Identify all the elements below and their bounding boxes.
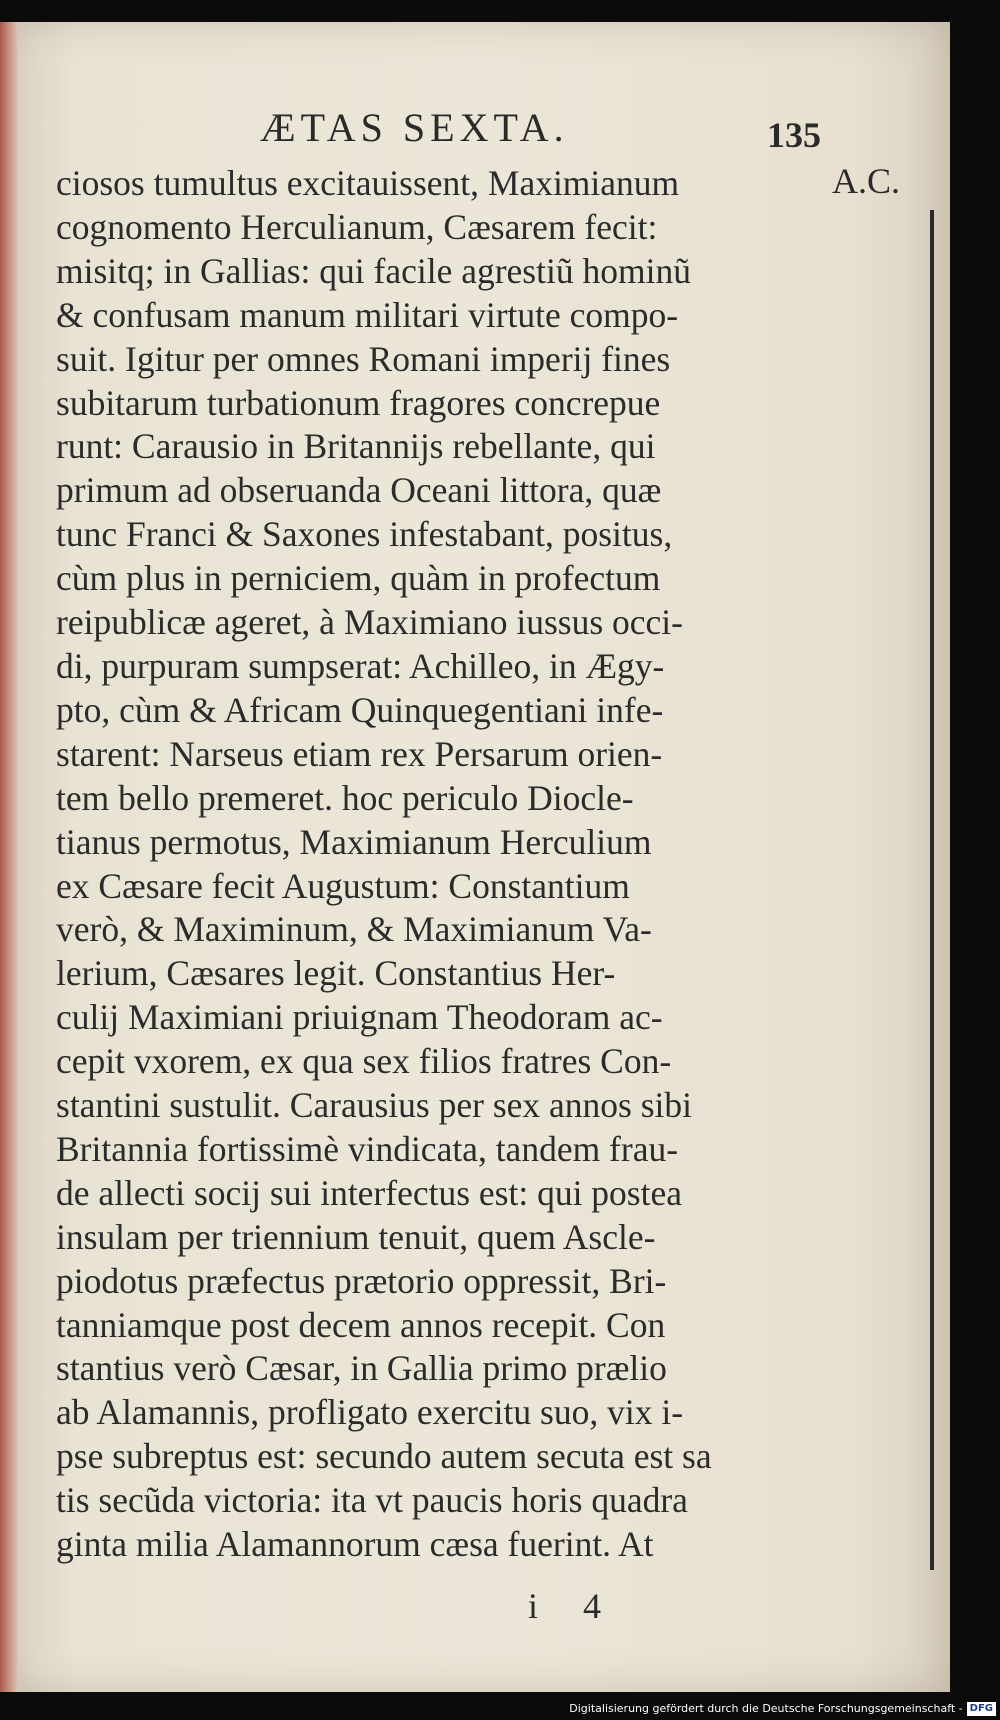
text-line: ex Cæsare fecit Augustum: Constantium: [56, 865, 630, 906]
text-line: verò, & Maximinum, & Maximianum Va-: [56, 909, 652, 950]
text-line: stantius verò Cæsar, in Gallia primo prælio: [56, 1348, 667, 1389]
text-line: pto, cùm & Africam Quinquegentiani infe-: [56, 689, 664, 730]
text-line: piodotus præfectus prætorio oppressit, Bri-: [56, 1260, 667, 1301]
text-line: reipublicæ ageret, à Maximiano iussus occi-: [56, 602, 683, 643]
text-line: lerium, Cæsares legit. Constantius Her-: [56, 953, 616, 994]
page-edge-left: [0, 22, 18, 1692]
body-text: [56, 162, 816, 1567]
text-line: tem bello premeret. hoc periculo Diocle-: [56, 777, 634, 818]
text-line: suit. Igitur per omnes Romani imperij fines: [56, 338, 671, 379]
text-line: runt: Carausio in Britannijs rebellante, qui: [56, 426, 656, 467]
text-line: cognomento Herculianum, Cæsarem fecit:: [56, 206, 658, 247]
dfg-logo: DFG: [967, 1702, 996, 1716]
text-line: ab Alamannis, profligato exercitu suo, vix i-: [56, 1392, 684, 1433]
text-line: cepit vxorem, ex qua sex filios fratres Con-: [56, 1041, 672, 1082]
text-line: culij Maximiani priuignam Theodoram ac-: [56, 997, 663, 1038]
text-line: cùm plus in perniciem, quàm in profectum: [56, 558, 661, 599]
text-line: misitq; in Gallias: qui facile agrestiũ hominũ: [56, 250, 691, 291]
text-line: tanniamque post decem annos recepit. Con: [56, 1304, 666, 1345]
text-line: Britannia fortissimè vindicata, tandem frau-: [56, 1128, 679, 1169]
text-line: tis secũda victoria: ita vt paucis horis quadra: [56, 1480, 688, 1521]
text-line: subitarum turbationum fragores concrepue: [56, 382, 661, 423]
text-line: ginta milia Alamannorum cæsa fuerint. At: [56, 1524, 654, 1565]
margin-note: A.C.: [832, 161, 901, 201]
digitization-credit: [0, 1700, 996, 1720]
text-line: de allecti socij sui interfectus est: qui postea: [56, 1172, 682, 1213]
text-line: tianus permotus, Maximianum Herculium: [56, 821, 652, 862]
text-line: stantini sustulit. Carausius per sex annos sibi: [56, 1085, 693, 1126]
page-edge-right: [930, 210, 934, 1570]
text-line: primum ad obseruanda Oceani littora, quæ: [56, 470, 662, 511]
running-head: ÆTAS SEXTA.: [260, 105, 569, 150]
text-line: ciosos tumultus excitauissent, Maximianum: [56, 163, 680, 203]
credit-text: Digitalisierung gefördert durch die Deutsche Forschungsgemeinschaft -: [569, 1702, 963, 1715]
text-line: di, purpuram sumpserat: Achilleo, in Ægy-: [56, 645, 665, 686]
text-line: tunc Franci & Saxones infestabant, positus,: [56, 514, 673, 555]
text-line: & confusam manum militari virtute compo-: [56, 294, 679, 335]
signature-mark: i 4: [528, 1586, 620, 1626]
page-number: 135: [767, 115, 821, 155]
text-line: starent: Narseus etiam rex Persarum orien-: [56, 733, 663, 774]
text-line: pse subreptus est: secundo autem secuta est sa: [56, 1436, 712, 1477]
text-line: insulam per triennium tenuit, quem Ascle-: [56, 1216, 656, 1257]
